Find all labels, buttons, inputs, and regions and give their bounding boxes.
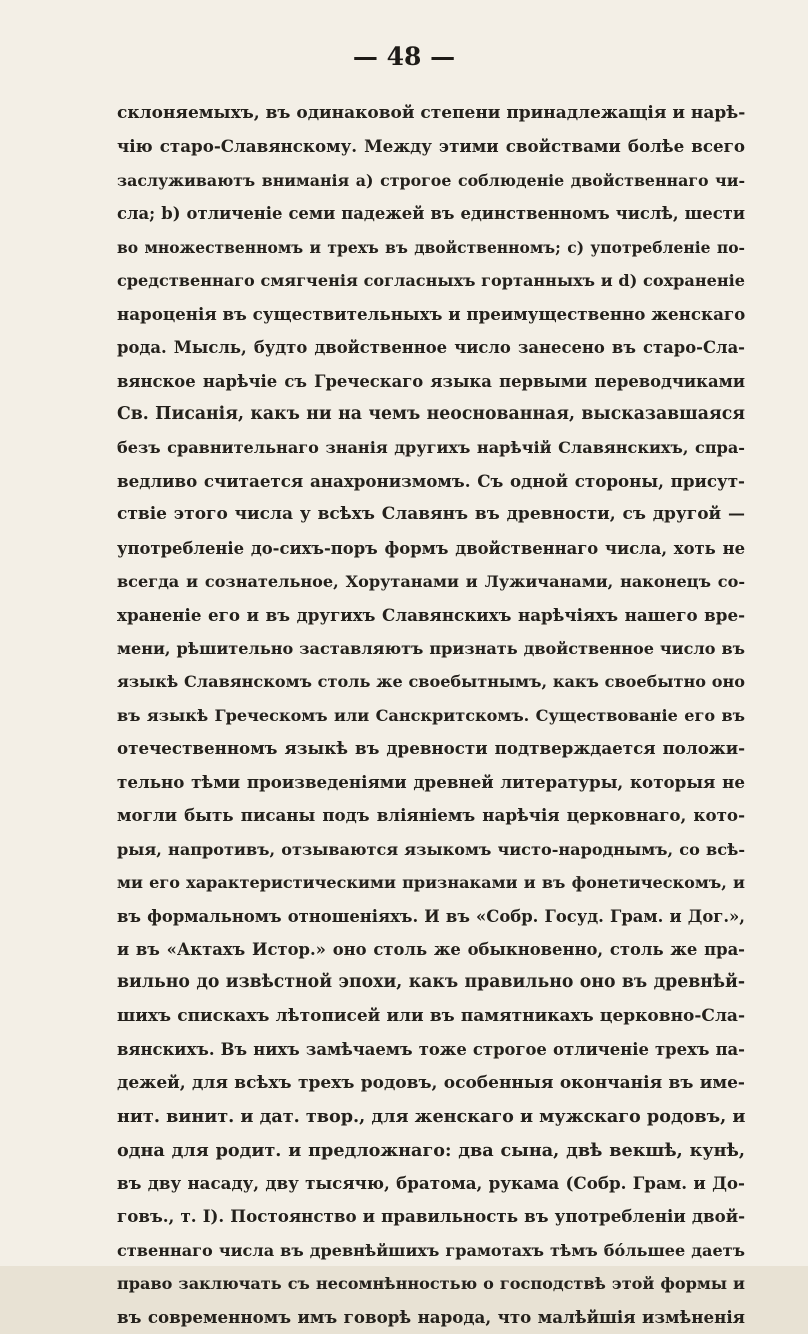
text-line: могли быть писаны подъ вліяніемъ нарѣчія церковнаго, кото- [117,805,745,826]
text-line: нит. винит. и дат. твор., для женскаго и мужскаго родовъ, и [117,1106,745,1128]
text-line: склоняемыхъ, въ одинаковой степени принадлежащія и нарѣ- [117,103,745,123]
text-line: въ языкѣ Греческомъ или Санскритскомъ. Существованіе его въ [117,705,745,725]
text-line: тельно тѣми произведеніями древней литературы, которыя не [117,771,745,792]
text-line: средственнаго смягченія согласныхъ гортанныхъ и d) сохраненіе [117,271,745,291]
text-line: и въ «Актахъ Истор.» оно столь же обыкновенно, столь же пра- [117,939,745,959]
text-line: говъ., т. I). Постоянство и правильность въ употребленіи двой- [117,1206,745,1227]
text-line: ствіе этого числа у всѣхъ Славянъ въ древности, съ другой — [117,504,745,525]
text-line: ственнаго числа въ древнѣйшихъ грамотахъ тѣмъ бóльшее даетъ [117,1240,745,1260]
text-line: отечественномъ языкѣ въ древности подтверждается положи- [117,738,745,759]
page-number: — 48 — [352,42,456,71]
text-line: всегда и сознательное, Хорутанами и Лужичанами, наконецъ со- [117,572,745,592]
text-line: ми его характеристическими признаками и въ фонетическомъ, и [117,873,745,893]
text-line: безъ сравнительнаго знанія другихъ нарѣчій Славянскихъ, спра- [117,438,745,458]
text-line: рыя, напротивъ, отзываются языкомъ чисто-народнымъ, со всѣ- [117,839,745,859]
text-line: одна для родит. и предложнаго: два сына, двѣ векшѣ, кунѣ, [117,1139,745,1161]
body-text [117,97,745,1334]
text-line: заслуживаютъ вниманія а) строгое соблюденіе двойственнаго чи- [117,170,745,190]
text-line: вянское нарѣчіе съ Греческаго языка первыми переводчиками [117,371,745,391]
text-line: храненіе его и въ другихъ Славянскихъ нарѣчіяхъ нашего вре- [117,604,745,625]
text-line: Св. Писанія, какъ ни на чемъ неоснованная, высказавшаяся [117,403,745,424]
text-line: въ дву насаду, дву тысячю, братома, рукама (Собр. Грам. и До- [117,1173,745,1193]
text-line: рода. Мысль, будто двойственное число занесено въ старо-Сла- [117,338,745,358]
text-line: ведливо считается анахронизмомъ. Съ одной стороны, присут- [117,470,745,491]
text-line: мени, рѣшительно заставляютъ признать двойственное число въ [117,639,745,658]
text-line: право заключать съ несомнѣнностью о господствѣ этой формы и [117,1274,745,1294]
text-line: дежей, для всѣхъ трехъ родовъ, особенныя окончанія въ име- [117,1072,745,1093]
text-line: чію старо-Славянскому. Между этими свойствами болѣе всего [117,136,745,157]
text-line: вильно до извѣстной эпохи, какъ правильно оно въ древнѣй- [117,972,745,993]
text-line: нароценія въ существительныхъ и преимущественно женскаго [117,303,745,324]
text-line: сла; b) отличеніе семи падежей въ единственномъ числѣ, шести [117,204,745,224]
text-line: вянскихъ. Въ нихъ замѣчаемъ тоже строгое отличеніе трехъ па- [117,1040,745,1060]
text-line: языкѣ Славянскомъ столь же своебытнымъ, какъ своебытно оно [117,672,745,692]
text-line: употребленіе до-сихъ-поръ формъ двойственнаго числа, хоть не [117,538,745,558]
text-line: въ формальномъ отношеніяхъ. И въ «Собр. Госуд. Грам. и Дог.», [117,906,745,926]
text-line: во множественномъ и трехъ въ двойственномъ; с) употребленіе по- [117,237,745,257]
text-line: шихъ спискахъ лѣтописей или въ памятникахъ церковно-Сла- [117,1005,745,1026]
text-line: въ современномъ имъ говорѣ народа, что малѣйшія измѣненія [117,1306,745,1327]
